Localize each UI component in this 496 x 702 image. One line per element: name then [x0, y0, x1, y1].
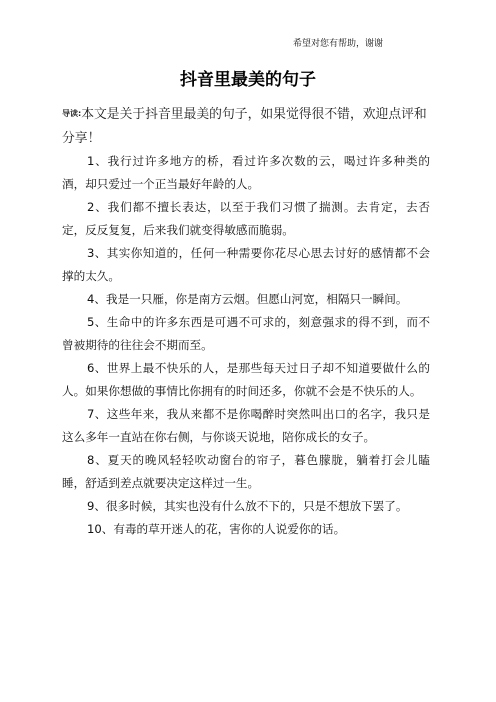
paragraph-9: 9、很多时候，其实也没有什么放不下的，只是不想放下罢了。: [87, 499, 408, 513]
paragraph-8: 8、夏天的晚风轻轻吹动窗台的帘子，暮色朦胧，躺着打会儿瞌睡，舒适到差点就要决定这样过一生。: [62, 453, 430, 490]
paragraph-6: 6、世界上最不快乐的人，是那些每天过日子却不知道要做什么的人。如果你想做的事情比你拥有的时间还多，你就不会是不快乐的人。: [62, 361, 430, 398]
document-body: [62, 150, 430, 541]
paragraph-10: 10、有毒的草开迷人的花，害你的人说爱你的话。: [87, 522, 346, 536]
paragraph-7: 7、这些年来，我从来都不是你喝醉时突然叫出口的名字，我只是这么多年一直站在你右侧，与你谈天说地，陪你成长的女子。: [62, 407, 430, 444]
paragraph-5: 5、生命中的许多东西是可遇不可求的，刻意强求的得不到，而不曾被期待的往往会不期而至。: [62, 315, 430, 352]
paragraph-3: 3、其实你知道的，任何一种需要你花尽心思去讨好的感情都不会撑的太久。: [62, 246, 430, 283]
header-note: 希望对您有帮助，谢谢: [293, 39, 384, 49]
document-title: 抖音里最美的句子: [180, 70, 316, 90]
paragraph-2: 2、我们都不擅长表达，以至于我们习惯了揣测。去肯定，去否定，反反复复，后来我们就变得敏感而脆弱。: [62, 200, 430, 237]
paragraph-4: 4、我是一只雁，你是南方云烟。但愿山河宽，相隔只一瞬间。: [87, 292, 408, 306]
intro-lead: 导读:: [62, 109, 82, 118]
intro-text: 本文是关于抖音里最美的句子，如果觉得很不错，欢迎点评和分享！: [62, 107, 427, 146]
paragraph-1: 1、我行过许多地方的桥，看过许多次数的云，喝过许多种类的酒，却只爱过一个正当最好年龄的人。: [62, 154, 430, 191]
document-intro: [62, 102, 430, 151]
